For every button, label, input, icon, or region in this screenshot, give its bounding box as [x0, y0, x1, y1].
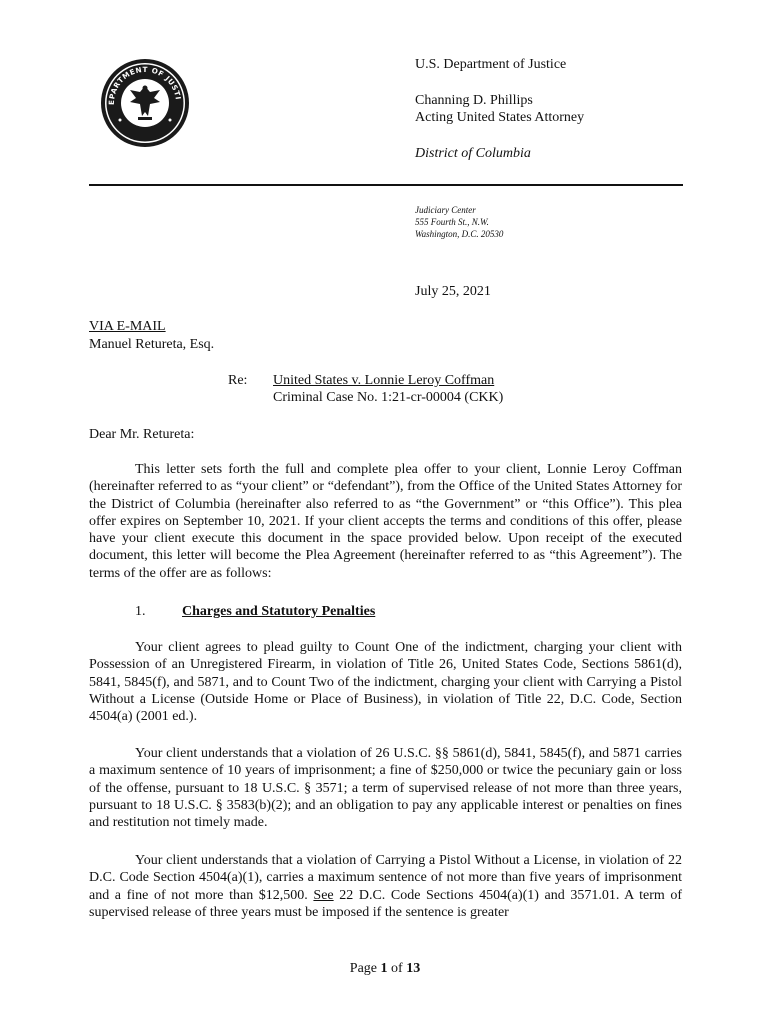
section-title: Charges and Statutory Penalties — [182, 604, 376, 619]
page-total: 13 — [406, 961, 421, 976]
recipient-name: Manuel Retureta, Esq. — [89, 337, 215, 352]
district-name: District of Columbia — [415, 146, 531, 161]
attorney-name: Channing D. Phillips — [415, 93, 533, 108]
paragraph-charges — [89, 639, 682, 725]
department-name: U.S. Department of Justice — [415, 57, 567, 72]
paragraph-dc-penalties — [89, 852, 682, 921]
paragraph-charges-text: Your client agrees to plead guilty to Count One of the indictment, charging your client with Possession of an Unregistered Firearm, in violation of Title 26, United States Code, Sections 5861(d), 5841, 5845(f), and 5871, and to Count Two of the indictment, charging your client with Carrying a Pistol Without a License (Outside Home or Place of Business), in violation of Title 22, D.C. Code, Section 4504(a) (2001 ed.). — [89, 640, 682, 725]
page-current: 1 — [380, 961, 388, 976]
paragraph-intro-text: This letter sets forth the full and complete plea offer to your client, Lonnie Leroy Coffman (hereinafter referred to as “your client” or “defendant”), from the Office of the United States Attorney for the District of Columbia (hereinafter also referred to as “the Government” or “this Office”). This plea offer expires on September 10, 2021. If your client accepts the terms and conditions of this offer, please have your client execute this document in the space provided below. Upon receipt of the executed document, this letter will become the Plea Agreement (hereinafter referred to as “this Agreement”). The terms of the offer are as follows: — [89, 462, 682, 581]
paragraph-federal-penalties — [89, 745, 682, 831]
address-line-2: 555 Fourth St., N.W. — [415, 217, 489, 227]
paragraph-intro — [89, 461, 682, 582]
page-word: Page — [349, 961, 378, 976]
letterhead-divider — [89, 184, 683, 186]
see-signal: See — [313, 887, 334, 903]
paragraph-federal-penalties-text: Your client understands that a violation of 26 U.S.C. §§ 5861(d), 5841, 5845(f), and 5871 carries a maximum sentence of 10 years of imprisonment; a fine of $250,000 or twice the pecuniary gain or loss of the offense, pursuant to 18 U.S.C. § 3571; a term of supervised release of not more than three years, pursuant to 18 U.S.C. § 3583(b)(2); and an obligation to pay any applicable interest or penalties on fines and restitution not timely made. — [89, 746, 682, 831]
of-word: of — [391, 961, 403, 976]
salutation: Dear Mr. Retureta: — [89, 427, 195, 442]
address-line-1: Judiciary Center — [415, 205, 476, 215]
paragraph-dc-penalties-text: Your client understands that a violation of Carrying a Pistol Without a License, in violation of 22 D.C. Code Section 4504(a)(1), carries a maximum sentence of not more than five years of imprisonment and a fine of not more than $12,500. — [89, 853, 682, 903]
page-footer — [0, 960, 770, 977]
address-line-3: Washington, D.C. 20530 — [415, 229, 504, 239]
paragraph-dc-penalties-cont: 22 D.C. Code Sections 4504(a)(1) and 3571.01. A term of supervised release of three years must be imposed if the sentence is greater — [89, 887, 683, 920]
doj-seal — [100, 58, 190, 148]
attorney-title: Acting United States Attorney — [415, 110, 585, 125]
case-number: Criminal Case No. 1:21-cr-00004 (CKK) — [273, 390, 504, 405]
section-number: 1. — [135, 604, 146, 619]
re-label: Re: — [228, 373, 248, 388]
doj-seal-icon — [100, 58, 190, 148]
delivery-method: VIA E-MAIL — [89, 319, 166, 334]
case-title: United States v. Lonnie Leroy Coffman — [273, 373, 495, 388]
svg-text:DEPARTMENT OF JUSTICE: EPARTMENT OF JUSTI — [106, 64, 183, 106]
letter-date: July 25, 2021 — [415, 284, 491, 299]
